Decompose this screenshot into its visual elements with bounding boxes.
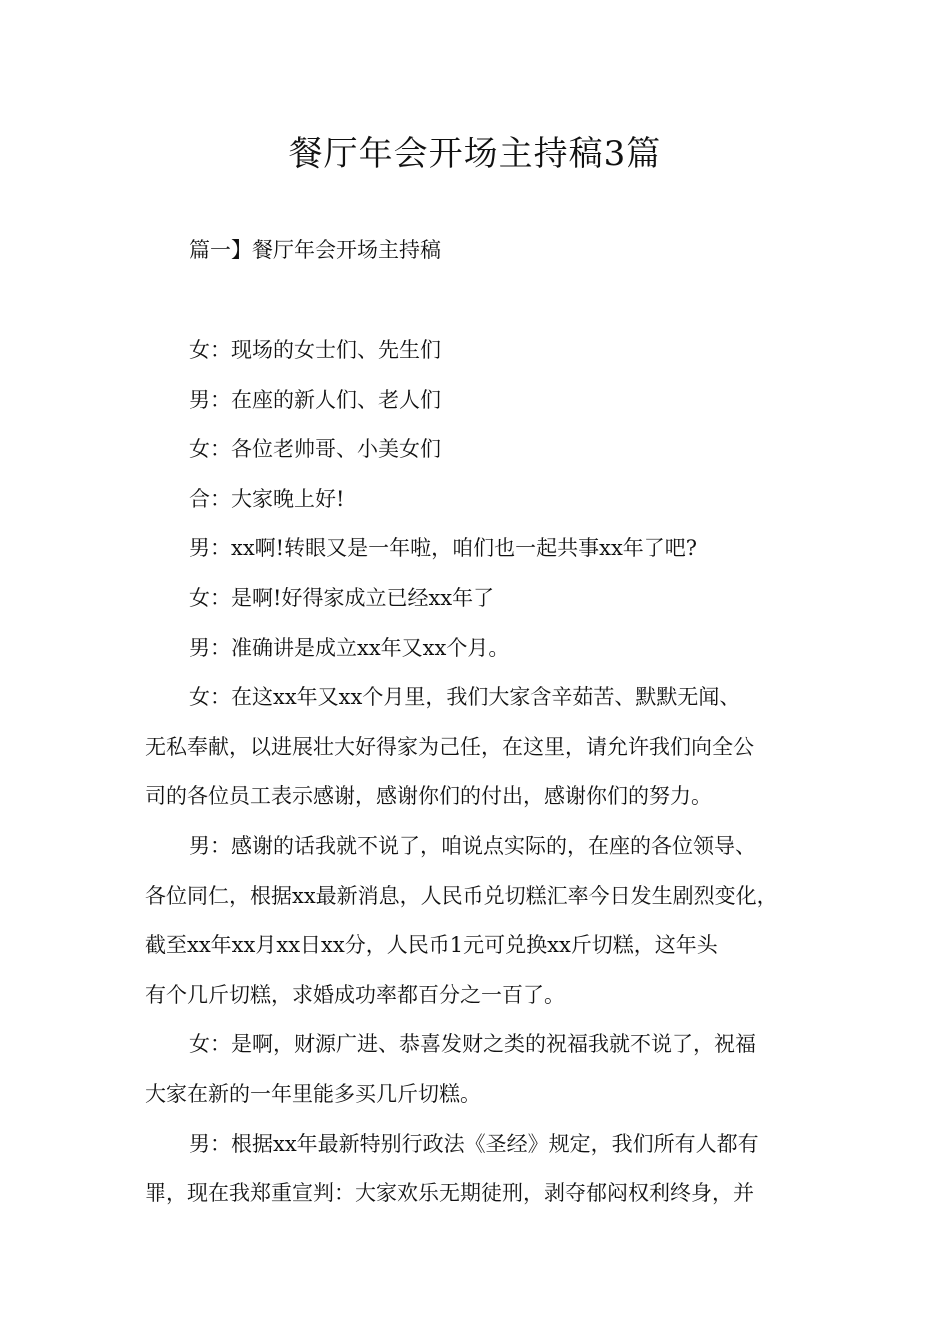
- paragraph-line: 司的各位员工表示感谢，感谢你们的付出，感谢你们的努力。: [145, 784, 712, 809]
- paragraph-line: 罪，现在我郑重宣判：大家欢乐无期徒刑，剥夺郁闷权利终身，并: [145, 1181, 754, 1206]
- paragraph-line: 女：是啊!好得家成立已经xx年了: [189, 585, 495, 610]
- paragraph-line: 女：各位老帅哥、小美女们: [189, 437, 441, 462]
- paragraph-line: 女：现场的女士们、先生们: [189, 338, 441, 362]
- paragraph-line: 截至xx年xx月xx日xx分，人民币1元可兑换xx斤切糕，这年头: [145, 933, 718, 958]
- paragraph-line: 男：在座的新人们、老人们: [189, 387, 441, 412]
- paragraph-line: 男：感谢的话我就不说了，咱说点实际的，在座的各位领导、: [189, 833, 756, 858]
- paragraph-line: 男：根据xx年最新特别行政法《圣经》规定，我们所有人都有: [189, 1131, 759, 1156]
- paragraph-line: 女：是啊，财源广进、恭喜发财之类的祝福我就不说了，祝福: [189, 1032, 756, 1057]
- document-body: [145, 331, 815, 1224]
- paragraph-line: 男：准确讲是成立xx年又xx个月。: [189, 635, 510, 660]
- document-title: 餐厅年会开场主持稿3篇: [288, 134, 662, 174]
- paragraph-line: 有个几斤切糕，求婚成功率都百分之一百了。: [145, 982, 565, 1007]
- paragraph-line: 女：在这xx年又xx个月里，我们大家含辛茹苦、默默无闻、: [189, 685, 741, 710]
- paragraph-line: 男：xx啊!转眼又是一年啦，咱们也一起共事xx年了吧?: [189, 536, 698, 561]
- section-heading: 篇一】餐厅年会开场主持稿: [189, 238, 441, 262]
- paragraph-line: 合：大家晚上好!: [189, 486, 345, 511]
- paragraph-line: 各位同仁，根据xx最新消息，人民币兑切糕汇率今日发生剧烈变化，: [145, 883, 778, 908]
- paragraph-line: 无私奉献，以进展壮大好得家为己任，在这里，请允许我们向全公: [145, 734, 754, 759]
- paragraph-line: 大家在新的一年里能多买几斤切糕。: [145, 1081, 481, 1106]
